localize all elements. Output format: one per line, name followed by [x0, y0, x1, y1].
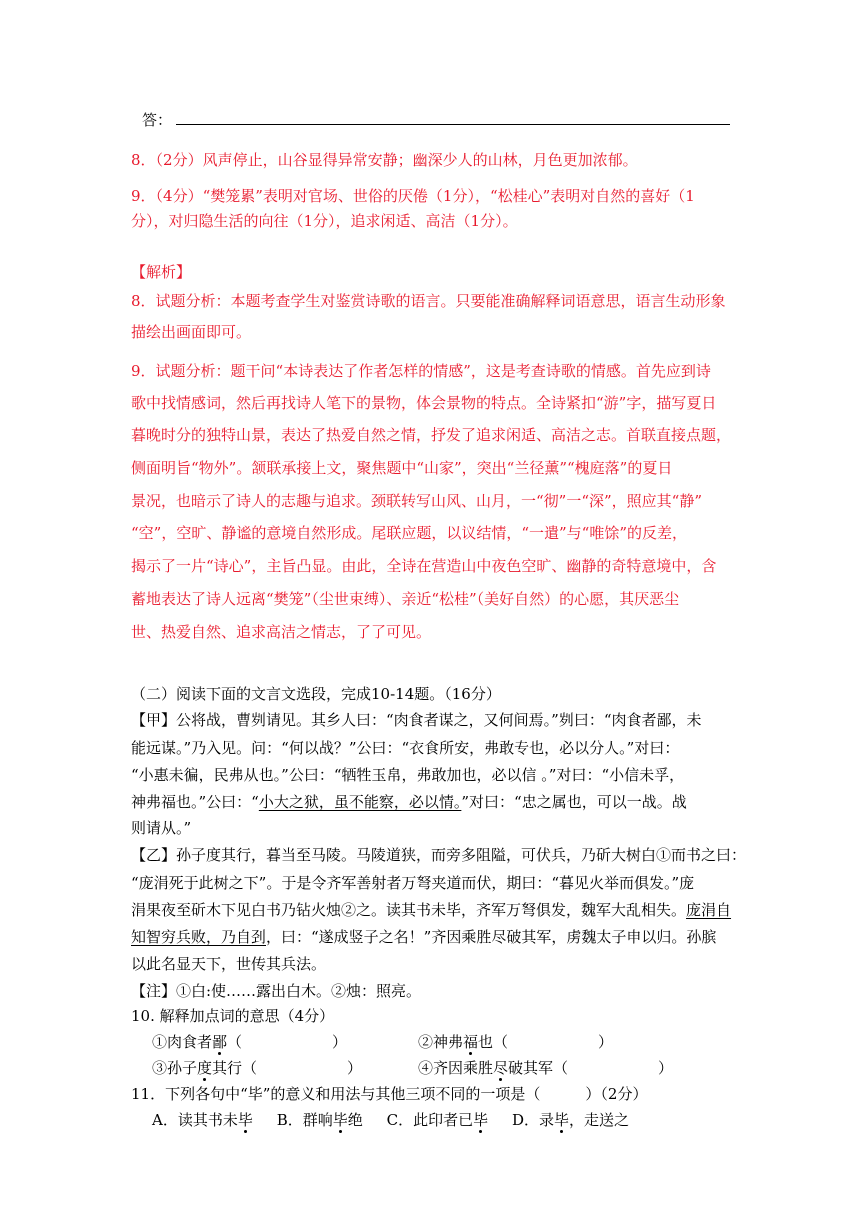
q10-blank[interactable]: （ ）	[227, 1033, 348, 1051]
passage-text: 涓果夜至斫木下见白书乃钻火烛②之。读其书未毕，齐军万弩俱发，魏军大乱相失。	[131, 901, 687, 919]
passage-yi-line: 以此名显天下，世传其兵法。	[131, 955, 327, 973]
dotted-word: 毕	[553, 1111, 569, 1129]
q10-item-1	[152, 1032, 347, 1052]
q10-blank[interactable]: 破其军（ ）	[508, 1059, 674, 1077]
passage-jia-line: 【甲】公将战，曹刿请见。其乡人曰：“肉食者谋之，又何间焉。”刿曰：“肉食者鄙，未	[131, 711, 702, 729]
q10-title: 10. 解释加点词的意思（4分）	[131, 1007, 335, 1025]
analysis-9-line: 景况，也暗示了诗人的志趣与追求。颈联转写山风、山月，一“彻”一“深”，照应其“静”	[131, 492, 703, 510]
answer-q9-line2: 分），对归隐生活的向往（1分），追求闲适、高洁（1分）。	[131, 212, 518, 230]
option-text: C．此印者已	[386, 1111, 474, 1129]
dotted-word: 毕	[237, 1111, 253, 1129]
answer-q8: 8．（2分）风声停止，山谷显得异常安静；幽深少人的山林，月色更加浓郁。	[131, 151, 638, 169]
option-d[interactable]	[512, 1111, 629, 1129]
passage-jia-line	[131, 792, 687, 812]
option-text: 绝	[347, 1111, 363, 1129]
option-c[interactable]	[387, 1111, 489, 1129]
passage-text: 神弗福也。”公曰：“	[131, 793, 259, 811]
analysis-9-line: 9．试题分析：题干问“本诗表达了作者怎样的情感”，这是考查诗歌的情感。首先应到诗	[131, 362, 711, 380]
dotted-word: 尽	[493, 1059, 509, 1077]
analysis-8-line1: 8．试题分析：本题考查学生对鉴赏诗歌的语言。只要能准确解释词语意思，语言生动形象	[131, 292, 726, 310]
passage-yi-line: “庞涓死于此树之下”。于是令齐军善射者万弩夹道而伏，期曰：“暮见火举而俱发。”庞	[131, 874, 695, 892]
dotted-word: 度	[197, 1059, 213, 1077]
q10-blank[interactable]: 也（ ）	[478, 1033, 614, 1051]
dotted-word: 毕	[473, 1111, 489, 1129]
q10-text: ③孙子	[152, 1059, 198, 1077]
analysis-9-line: 揭示了一片“诗心”，主旨凸显。由此，全诗在营造山中夜色空旷、幽静的奇特意境中，含	[131, 557, 717, 575]
passage-jia-line: 能远谋。”乃入见。问：“何以战？”公曰：“衣食所安，弗敢专也，必以分人。”对曰：	[131, 739, 680, 757]
analysis-9-line: 歌中找情感词，然后再找诗人笔下的景物，体会景物的特点。全诗紧扣“游”字，描写夏日	[131, 394, 717, 412]
underlined-sentence: 知智穷兵败，乃自刭	[131, 928, 267, 946]
option-b[interactable]	[277, 1111, 363, 1129]
q10-text: ④齐因乘胜	[418, 1059, 494, 1077]
analysis-header: 【解析】	[131, 263, 192, 281]
analysis-9-line: 侧面明旨“物外”。颔联承接上文，聚焦题中“山家”，突出“兰径薰”“槐庭落”的夏日	[131, 459, 673, 477]
passage-text: ”对曰：“忠之属也，可以一战。战	[461, 793, 687, 811]
option-text: A．读其书未	[152, 1111, 238, 1129]
annotation-note: 【注】①白:使……露出白木。②烛：照亮。	[131, 982, 422, 1000]
analysis-9-line: 暮晚时分的独特山景，表达了热爱自然之情，抒发了追求闲适、高洁之志。首联直接点题，	[131, 426, 732, 444]
section2-title: （二）阅读下面的文言文选段，完成10-14题。（16分）	[131, 685, 501, 703]
q10-blank[interactable]: 其行（ ）	[212, 1059, 363, 1077]
option-text: D．录	[511, 1111, 554, 1129]
option-a[interactable]	[152, 1111, 253, 1129]
q11-title: 11．下列各句中“毕”的意义和用法与其他三项不同的一项是（ ）（2分）	[131, 1085, 648, 1103]
answer-q9-line1: 9．（4分）“樊笼累”表明对官场、世俗的厌倦（1分），“松桂心”表明对自然的喜好（1	[131, 187, 695, 205]
answer-underline	[176, 124, 730, 125]
q10-item-4	[418, 1058, 673, 1078]
q10-text: ②神弗	[418, 1033, 464, 1051]
passage-yi-line	[131, 927, 716, 947]
passage-yi-line	[131, 900, 731, 920]
option-text: ，走送之	[569, 1111, 630, 1129]
q10-text: ①肉食者	[152, 1033, 213, 1051]
answer-label: 答：	[142, 111, 173, 129]
analysis-9-line: 世、热爱自然、追求高洁之情志，了了可见。	[131, 623, 432, 641]
underlined-sentence: 小大之狱，虽不能察，必以情。	[258, 793, 462, 811]
analysis-8-line2: 描绘出画面即可。	[131, 323, 252, 341]
dotted-word: 福	[463, 1033, 479, 1051]
dotted-word: 鄙	[212, 1033, 228, 1051]
dotted-word: 毕	[332, 1111, 348, 1129]
passage-text: ，曰：“遂成竖子之名！”齐因乘胜尽破其军，虏魏太子申以归。孙膑	[266, 928, 717, 946]
option-text: B．群响	[276, 1111, 333, 1129]
q10-item-3	[152, 1058, 362, 1078]
analysis-9-line: 蓄地表达了诗人远离“樊笼”（尘世束缚）、亲近“松桂”（美好自然）的心愿，其厌恶尘	[131, 590, 680, 608]
q10-item-2	[418, 1032, 613, 1052]
analysis-9-line: “空”，空旷、静谧的意境自然形成。尾联应题，以议结情，“一遣”与“唯馀”的反差，	[131, 524, 688, 542]
passage-yi-line: 【乙】孙子度其行，暮当至马陵。马陵道狭，而旁多阻隘，可伏兵，乃斫大树白①而书之曰：	[131, 846, 747, 864]
passage-jia-line: 则请从。”	[131, 819, 192, 837]
passage-jia-line: “小惠未徧，民弗从也。”公曰：“牺牲玉帛，弗敢加也，必以信 。”对曰：“小信未孚，	[131, 766, 685, 784]
q11-options	[152, 1110, 629, 1130]
underlined-sentence: 庞涓自	[686, 901, 732, 919]
